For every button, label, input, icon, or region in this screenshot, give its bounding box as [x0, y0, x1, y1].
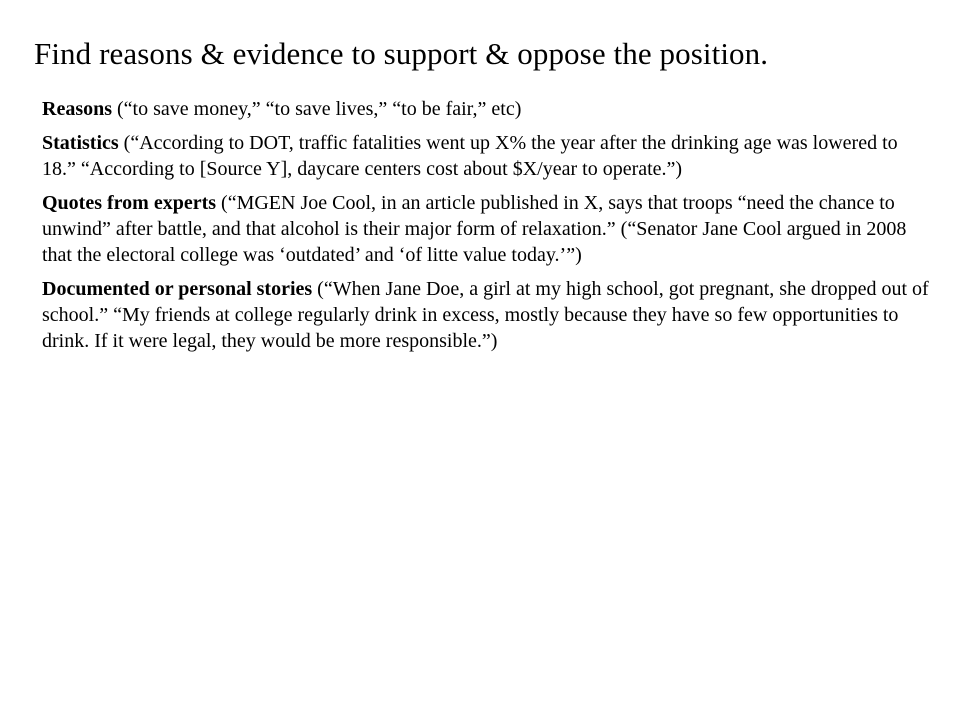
- quotes-label: Quotes from experts: [42, 192, 217, 214]
- stories-label: Documented or personal stories: [42, 278, 313, 300]
- statistics-text: (“According to DOT, traffic fatalities went up X% the year after the drinking age was lowered to 18.” “According to [Source Y], daycare centers cost about $X/year to operate.”): [42, 132, 898, 180]
- quotes-text: (“MGEN Joe Cool, in an article published in X, says that troops “need the chance to unwind” after battle, and that alcohol is their major form of relaxation.” (“Senator Jane Cool argued in 2008 that the electoral college was ‘outdated’ and ‘of litte value today.’”): [42, 192, 907, 266]
- slide-title: Find reasons & evidence to support & oppose the position.: [34, 36, 769, 71]
- reasons-text: (“to save money,” “to save lives,” “to be fair,” etc): [112, 98, 522, 120]
- quotes-paragraph: [42, 190, 932, 268]
- reasons-label: Reasons: [42, 98, 113, 120]
- statistics-label: Statistics: [42, 132, 119, 154]
- statistics-paragraph: [42, 130, 932, 182]
- stories-paragraph: [42, 276, 932, 354]
- reasons-paragraph: [42, 96, 932, 122]
- stories-text: (“When Jane Doe, a girl at my high school, got pregnant, she dropped out of school.” “My friends at college regularly drink in excess, mostly because they have so few opportunities to drink. If it were legal, they would be more responsible.”): [42, 278, 929, 352]
- slide-body: [42, 96, 932, 362]
